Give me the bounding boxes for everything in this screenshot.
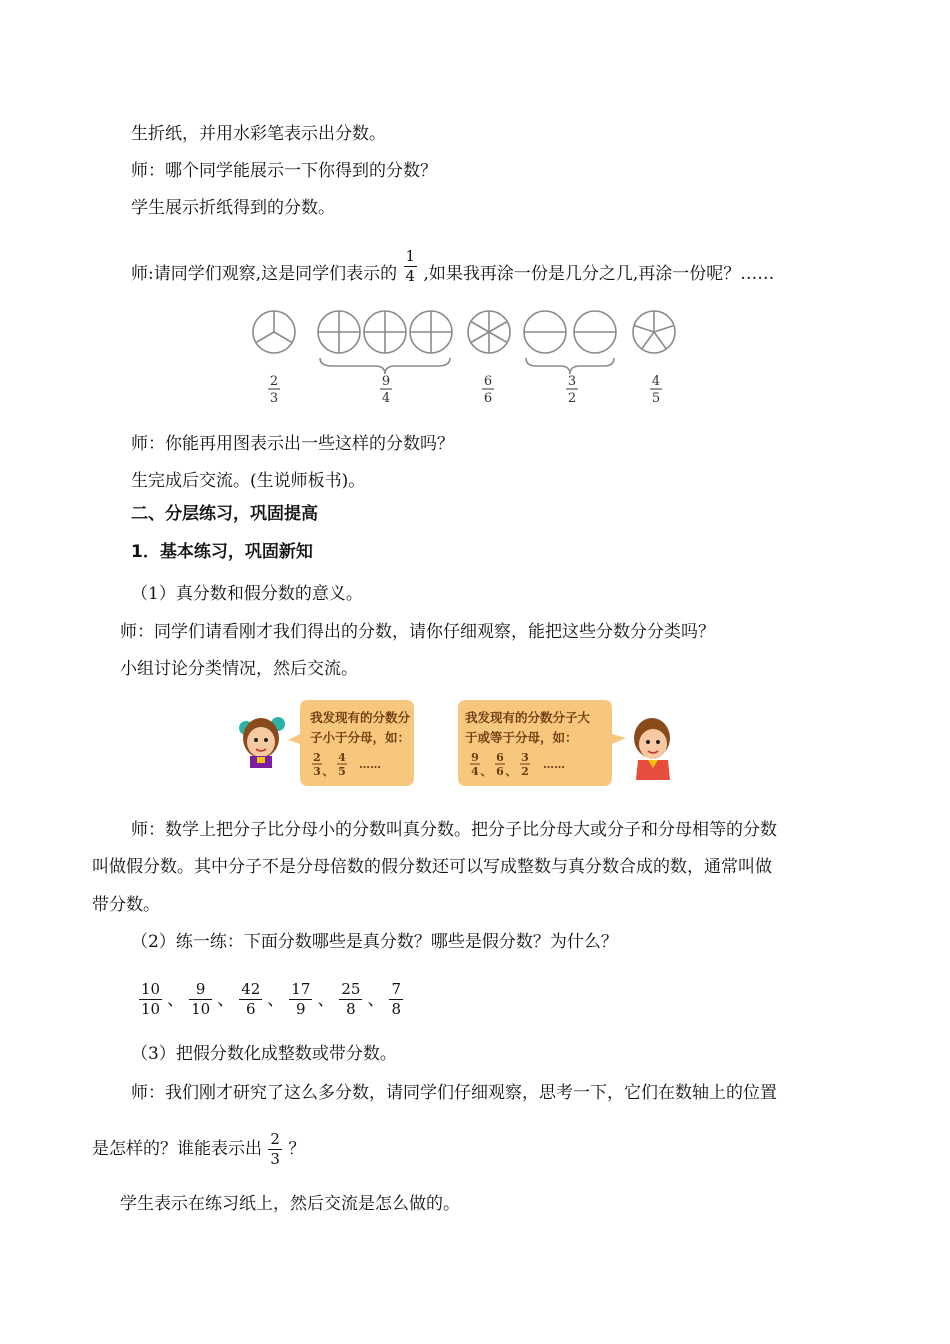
fraction <box>404 249 418 284</box>
paragraph: 叫做假分数。其中分子不是分母倍数的假分数还可以写成整数与真分数合成的数，通常叫做 <box>92 857 772 877</box>
fraction-denominator: 6 <box>483 391 493 406</box>
numerator: 17 <box>291 980 311 998</box>
fraction-denominator: 5 <box>651 391 661 406</box>
fraction-numerator: 2 <box>313 751 321 764</box>
fraction-denominator: 6 <box>496 765 504 778</box>
denominator: 8 <box>391 1000 402 1018</box>
bubble-text: 于或等于分母，如： <box>465 730 578 745</box>
paragraph: 师：你能再用图表示出一些这样的分数吗？ <box>131 434 454 454</box>
paragraph-with-fraction <box>92 1122 305 1176</box>
numerator: 7 <box>391 980 402 998</box>
text-segment: ,如果我再涂一份是几分之几,再涂一份呢？…… <box>423 264 775 284</box>
fraction-denominator: 4 <box>381 391 391 406</box>
boy-illustration <box>634 718 670 780</box>
fraction-numerator: 9 <box>471 751 479 764</box>
denominator: 3 <box>270 1150 280 1168</box>
fraction-numerator: 3 <box>567 374 577 389</box>
circle-thirds <box>253 311 295 353</box>
paragraph: 师：我们刚才研究了这么多分数，请同学们仔细观察，思考一下，它们在数轴上的位置 <box>131 1083 777 1103</box>
numerator: 10 <box>141 980 161 998</box>
fraction <box>268 1132 282 1167</box>
text-segment: ？ <box>288 1139 306 1159</box>
separator: 、 <box>505 765 517 778</box>
separator: 、 <box>322 765 334 778</box>
fraction-numerator: 4 <box>651 374 661 389</box>
paragraph: 师：数学上把分子比分母小的分数叫真分数。把分子比分母大或分子和分母相等的分数 <box>131 820 777 840</box>
circle-quarters-group <box>318 311 452 353</box>
left-speech-bubble <box>288 700 414 786</box>
separator: 、 <box>317 989 335 1010</box>
numerator: 9 <box>195 980 206 998</box>
paragraph: 带分数。 <box>92 895 160 915</box>
fraction-denominator: 3 <box>269 391 279 406</box>
fraction-numerator: 6 <box>483 374 493 389</box>
fraction-numerator: 2 <box>269 374 279 389</box>
paragraph-with-fraction <box>131 244 774 304</box>
circle-halves-group <box>524 311 616 353</box>
fraction-circles-figure <box>240 306 700 410</box>
numerator: 25 <box>341 980 361 998</box>
denominator: 9 <box>289 999 312 1017</box>
denominator: 8 <box>339 999 362 1017</box>
paragraph: （2）练一练：下面分数哪些是真分数？哪些是假分数？为什么？ <box>131 932 618 952</box>
denominator: 10 <box>141 1000 161 1018</box>
fraction-numerator: 3 <box>521 751 529 764</box>
denominator: 4 <box>405 267 416 285</box>
separator: 、 <box>217 989 235 1010</box>
paragraph: 师：哪个同学能展示一下你得到的分数？ <box>131 161 437 181</box>
paragraph: 生完成后交流。(生说师板书)。 <box>131 471 366 491</box>
separator: 、 <box>267 989 285 1010</box>
girl-illustration <box>239 717 285 768</box>
paragraph: （3）把假分数化成整数或带分数。 <box>131 1044 397 1064</box>
fraction-denominator: 3 <box>313 765 321 778</box>
fraction-denominator: 4 <box>471 765 479 778</box>
ellipsis: …… <box>543 758 565 771</box>
fraction-denominator: 5 <box>338 765 346 778</box>
denominator: 10 <box>191 1000 211 1018</box>
fraction-denominator: 2 <box>521 765 529 778</box>
bubble-text: 我发现有的分数分子大 <box>465 710 591 725</box>
paragraph: 师：同学们请看刚才我们得出的分数，请你仔细观察，能把这些分数分分类吗？ <box>120 622 715 642</box>
fraction-numerator: 6 <box>496 751 504 764</box>
separator: 、 <box>367 989 385 1010</box>
fraction <box>289 982 312 1017</box>
bubble-text: 子小于分母，如： <box>310 730 411 745</box>
subsection-heading: 1．基本练习，巩固新知 <box>131 542 313 562</box>
section-heading: 二、分层练习，巩固提高 <box>131 504 318 524</box>
fraction <box>389 982 403 1017</box>
bubble-text: 我发现有的分数分 <box>310 710 411 725</box>
speech-bubbles-illustration <box>236 694 676 794</box>
fraction <box>339 982 362 1017</box>
circle-sixths <box>468 311 510 353</box>
fraction <box>239 982 262 1017</box>
paragraph: 学生表示在练习纸上，然后交流是怎么做的。 <box>120 1194 460 1214</box>
numerator: 42 <box>241 980 261 998</box>
text-segment: 师:请同学们观察,这是同学们表示的 <box>131 264 398 284</box>
paragraph: 学生展示折纸得到的分数。 <box>131 198 335 218</box>
fraction <box>189 982 212 1017</box>
paragraph: （1）真分数和假分数的意义。 <box>131 584 363 604</box>
paragraph: 小组讨论分类情况，然后交流。 <box>120 659 358 679</box>
ellipsis: …… <box>359 758 381 771</box>
separator: 、 <box>167 989 185 1010</box>
right-speech-bubble <box>458 700 626 786</box>
numerator: 2 <box>270 1130 280 1148</box>
fraction <box>139 982 162 1017</box>
fraction-denominator: 2 <box>567 391 577 406</box>
circle-fifths <box>633 311 675 353</box>
fraction-numerator: 9 <box>381 374 391 389</box>
text-segment: 是怎样的？谁能表示出 <box>92 1139 262 1159</box>
separator: 、 <box>480 765 492 778</box>
brace <box>320 358 450 374</box>
brace <box>526 358 614 374</box>
paragraph: 生折纸，并用水彩笔表示出分数。 <box>131 124 386 144</box>
denominator: 6 <box>239 999 262 1017</box>
fraction-numerator: 4 <box>338 751 346 764</box>
exercise-fractions <box>138 974 404 1025</box>
numerator: 1 <box>405 247 416 265</box>
